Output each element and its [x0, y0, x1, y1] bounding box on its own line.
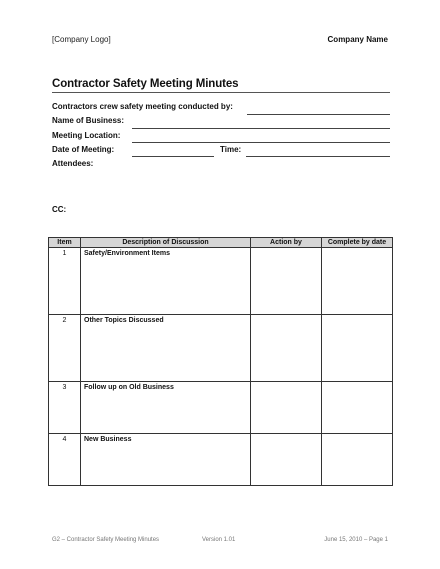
- time-field[interactable]: [246, 156, 390, 157]
- table-row: [49, 434, 393, 486]
- title-divider: [52, 92, 390, 93]
- header-action-by: Action by: [251, 238, 322, 248]
- complete-by-cell[interactable]: [322, 382, 393, 434]
- conducted-by-field[interactable]: [247, 114, 390, 115]
- business-name-field[interactable]: [132, 128, 390, 129]
- header-item: Item: [49, 238, 81, 248]
- header-description: Description of Discussion: [81, 238, 251, 248]
- page-title: Contractor Safety Meeting Minutes: [52, 78, 239, 90]
- item-description[interactable]: New Business: [81, 434, 251, 486]
- conducted-by-label: Contractors crew safety meeting conducted by:: [52, 102, 233, 111]
- company-name: Company Name: [327, 35, 388, 44]
- item-number: 4: [49, 434, 81, 486]
- action-by-cell[interactable]: [251, 382, 322, 434]
- action-by-cell[interactable]: [251, 315, 322, 382]
- meeting-location-field[interactable]: [132, 142, 390, 143]
- meeting-date-field[interactable]: [132, 156, 214, 157]
- item-description[interactable]: Other Topics Discussed: [81, 315, 251, 382]
- complete-by-cell[interactable]: [322, 434, 393, 486]
- meeting-location-label: Meeting Location:: [52, 131, 121, 140]
- business-name-label: Name of Business:: [52, 116, 125, 125]
- attendees-label: Attendees:: [52, 159, 94, 168]
- header-complete-by: Complete by date: [322, 238, 393, 248]
- table-row: [49, 248, 393, 315]
- item-description[interactable]: Safety/Environment Items: [81, 248, 251, 315]
- time-label: Time:: [220, 145, 242, 154]
- item-description[interactable]: Follow up on Old Business: [81, 382, 251, 434]
- footer-date-page: June 15, 2010 – Page 1: [324, 537, 388, 543]
- item-number: 1: [49, 248, 81, 315]
- item-number: 2: [49, 315, 81, 382]
- cc-label: CC:: [52, 205, 67, 214]
- meeting-date-label: Date of Meeting:: [52, 145, 115, 154]
- footer-version: Version 1.01: [202, 537, 236, 543]
- minutes-table: [48, 237, 393, 486]
- table-header-row: [49, 238, 393, 248]
- table-row: [49, 315, 393, 382]
- footer-document-name: G2 – Contractor Safety Meeting Minutes: [52, 537, 160, 543]
- action-by-cell[interactable]: [251, 434, 322, 486]
- company-logo-placeholder: [Company Logo]: [52, 35, 111, 44]
- complete-by-cell[interactable]: [322, 315, 393, 382]
- complete-by-cell[interactable]: [322, 248, 393, 315]
- item-number: 3: [49, 382, 81, 434]
- action-by-cell[interactable]: [251, 248, 322, 315]
- table-row: [49, 382, 393, 434]
